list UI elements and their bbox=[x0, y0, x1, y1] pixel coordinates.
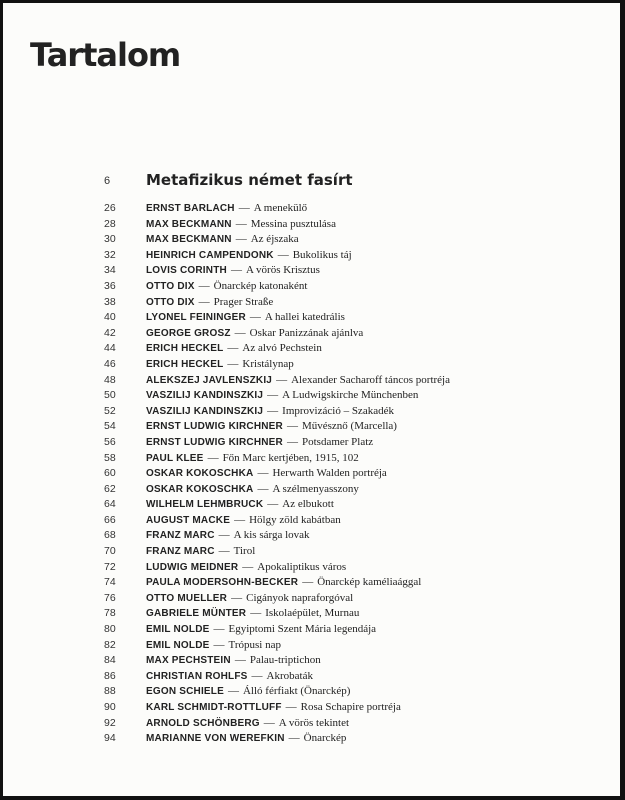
toc-separator: — bbox=[251, 669, 263, 682]
toc-separator: — bbox=[238, 202, 250, 214]
toc-page-number: 74 bbox=[104, 576, 116, 589]
toc-artist: MAX PECHSTEIN bbox=[146, 655, 231, 667]
toc-entry bbox=[104, 558, 450, 574]
toc-artist: EMIL NOLDE bbox=[146, 639, 210, 651]
toc-work-title: A Ludwigskirche Münchenben bbox=[282, 389, 419, 402]
toc-page-number: 32 bbox=[104, 248, 116, 261]
toc-artist: EGON SCHIELE bbox=[146, 686, 224, 698]
toc-work-title: Egyiptomi Szent Mária legendája bbox=[228, 623, 377, 636]
toc-artist: OTTO MUELLER bbox=[146, 592, 228, 604]
toc-artist: EMIL NOLDE bbox=[146, 624, 210, 636]
toc-work-title: Az éjszaka bbox=[250, 233, 299, 246]
toc-work-title: Főn Marc kertjében, 1915, 102 bbox=[222, 451, 359, 464]
toc-page-number: 64 bbox=[104, 498, 116, 511]
toc-work-title: Potsdamer Platz bbox=[301, 435, 374, 448]
toc-work-title: Messina pusztulása bbox=[250, 217, 336, 230]
toc-work-title: Alexander Sacharoff táncos portréja bbox=[291, 373, 450, 386]
toc-separator: — bbox=[288, 732, 300, 745]
toc-artist: LYONEL FEININGER bbox=[146, 312, 246, 324]
toc-page-number: 38 bbox=[104, 295, 116, 308]
toc-artist: FRANZ MARC bbox=[146, 530, 215, 542]
toc-page-number: 84 bbox=[104, 654, 116, 667]
toc-entry bbox=[104, 604, 450, 620]
toc-separator: — bbox=[234, 326, 246, 339]
toc-work-title: Hölgy zöld kabátban bbox=[249, 513, 341, 526]
toc-artist: ERNST LUDWIG KIRCHNER bbox=[146, 421, 283, 433]
toc-entry bbox=[104, 511, 450, 527]
toc-artist: HEINRICH CAMPENDONK bbox=[146, 249, 274, 261]
toc-artist: ERICH HECKEL bbox=[146, 343, 224, 355]
toc-entry bbox=[104, 542, 450, 558]
toc-separator: — bbox=[213, 638, 225, 651]
toc-entry bbox=[104, 667, 450, 683]
toc-work-title: Önarckép katonaként bbox=[213, 279, 308, 292]
toc-artist: WILHELM LEHMBRUCK bbox=[146, 499, 264, 511]
toc-artist: PAUL KLEE bbox=[146, 452, 204, 464]
toc-work-title: Oskar Panizzának ajánlva bbox=[249, 326, 364, 339]
toc-entry bbox=[104, 589, 450, 605]
toc-artist: MAX BECKMANN bbox=[146, 218, 232, 230]
toc-work-title: A vörös Krisztus bbox=[245, 264, 320, 277]
toc-separator: — bbox=[267, 404, 279, 417]
toc-separator: — bbox=[257, 482, 269, 495]
toc-artist: ARNOLD SCHÖNBERG bbox=[146, 717, 260, 729]
toc-page-number: 82 bbox=[104, 638, 116, 651]
toc-separator: — bbox=[235, 217, 247, 230]
toc-page-number: 46 bbox=[104, 357, 116, 370]
toc-page-number: 66 bbox=[104, 513, 116, 526]
toc-work-title: Önarckép bbox=[303, 732, 347, 745]
toc-entry bbox=[104, 698, 450, 714]
toc-page-number: 44 bbox=[104, 342, 116, 355]
toc-separator: — bbox=[218, 545, 230, 558]
toc-entry bbox=[104, 230, 450, 246]
toc-separator: — bbox=[267, 498, 279, 511]
toc-work-title: A vörös tekintet bbox=[278, 716, 350, 729]
toc-entry bbox=[104, 246, 450, 262]
toc-entry bbox=[104, 324, 450, 340]
toc-artist: OSKAR KOKOSCHKA bbox=[146, 483, 254, 495]
toc-work-title: Önarckép kaméliaággal bbox=[317, 576, 422, 589]
toc-work-title: A menekülő bbox=[253, 202, 308, 214]
toc-page-number: 42 bbox=[104, 326, 116, 339]
toc-page-number: 72 bbox=[104, 560, 116, 573]
toc-separator: — bbox=[302, 576, 314, 589]
toc-entry bbox=[104, 386, 450, 402]
toc-entry bbox=[104, 495, 450, 511]
toc-work-title: Művésznő (Marcella) bbox=[301, 420, 397, 433]
toc-entry bbox=[104, 308, 450, 324]
toc-page-number: 62 bbox=[104, 482, 116, 495]
toc-entry bbox=[104, 714, 450, 730]
toc-page-number: 80 bbox=[104, 623, 116, 636]
section-heading: Metafizikus német fasírt bbox=[146, 171, 353, 189]
toc-page-number: 92 bbox=[104, 716, 116, 729]
toc-separator: — bbox=[198, 279, 210, 292]
toc-page-number: 36 bbox=[104, 279, 116, 292]
toc-artist: KARL SCHMIDT-ROTTLUFF bbox=[146, 702, 282, 713]
toc-work-title: Trópusi nap bbox=[228, 638, 281, 651]
toc-separator: — bbox=[227, 342, 239, 355]
toc-separator: — bbox=[277, 248, 289, 261]
toc-artist: LUDWIG MEIDNER bbox=[146, 561, 239, 573]
toc-entry bbox=[104, 526, 450, 542]
toc-artist: LOVIS CORINTH bbox=[146, 265, 227, 277]
toc-artist: ALEKSZEJ JAVLENSZKIJ bbox=[146, 374, 273, 386]
toc-separator: — bbox=[231, 591, 243, 604]
toc-entry bbox=[104, 651, 450, 667]
toc-separator: — bbox=[250, 607, 262, 620]
toc-artist: AUGUST MACKE bbox=[146, 514, 231, 526]
toc-work-title: Rosa Schapire portréja bbox=[300, 701, 401, 713]
toc-page-number: 68 bbox=[104, 529, 116, 542]
toc-separator: — bbox=[213, 623, 225, 636]
section-header bbox=[104, 171, 584, 193]
toc-work-title: Prager Straße bbox=[213, 295, 274, 308]
section-page-number: 6 bbox=[104, 175, 111, 187]
toc-page-number: 40 bbox=[104, 311, 116, 324]
toc-artist: CHRISTIAN ROHLFS bbox=[146, 670, 248, 682]
toc-entry bbox=[104, 682, 450, 698]
toc-separator: — bbox=[218, 529, 230, 542]
toc-artist: GABRIELE MÜNTER bbox=[146, 608, 247, 620]
toc-artist: VASZILIJ KANDINSZKIJ bbox=[146, 390, 264, 402]
toc-artist: OTTO DIX bbox=[146, 296, 195, 308]
toc-entry bbox=[104, 355, 450, 371]
toc-work-title: Akrobaták bbox=[266, 669, 313, 682]
toc-work-title: Iskolaépület, Murnau bbox=[265, 607, 360, 620]
toc-separator: — bbox=[285, 701, 297, 713]
toc-entry bbox=[104, 449, 450, 465]
toc-artist: VASZILIJ KANDINSZKIJ bbox=[146, 405, 264, 417]
toc-entry bbox=[104, 417, 450, 433]
toc-separator: — bbox=[227, 685, 239, 698]
toc-work-title: Improvizáció – Szakadék bbox=[282, 404, 394, 417]
toc-page-number: 78 bbox=[104, 607, 116, 620]
toc-page-number: 54 bbox=[104, 420, 116, 433]
toc-work-title: A hallei katedrális bbox=[264, 311, 345, 324]
toc-artist: GEORGE GROSZ bbox=[146, 327, 231, 339]
toc-artist: MARIANNE VON WEREFKIN bbox=[146, 733, 285, 745]
toc-entry bbox=[104, 573, 450, 589]
toc-separator: — bbox=[198, 295, 210, 308]
toc-entry bbox=[104, 293, 450, 309]
toc-separator: — bbox=[207, 451, 219, 464]
toc-work-title: Herwarth Walden portréja bbox=[272, 467, 387, 480]
toc-separator: — bbox=[267, 389, 279, 402]
toc-separator: — bbox=[276, 373, 288, 386]
toc-separator: — bbox=[263, 716, 275, 729]
toc-page-number: 56 bbox=[104, 435, 116, 448]
toc-work-title: Apokaliptikus város bbox=[257, 560, 347, 573]
toc-separator: — bbox=[249, 311, 261, 324]
toc-page-number: 50 bbox=[104, 389, 116, 402]
table-of-contents bbox=[104, 199, 450, 745]
toc-separator: — bbox=[257, 467, 269, 480]
toc-entry bbox=[104, 339, 450, 355]
toc-artist: ERICH HECKEL bbox=[146, 358, 224, 370]
toc-entry bbox=[104, 480, 450, 496]
toc-page-number: 86 bbox=[104, 669, 116, 682]
toc-entry bbox=[104, 729, 450, 745]
toc-separator: — bbox=[230, 264, 242, 277]
toc-work-title: Bukolikus táj bbox=[292, 248, 352, 261]
page-title: Tartalom bbox=[30, 36, 181, 74]
toc-page-number: 52 bbox=[104, 404, 116, 417]
toc-page-number: 88 bbox=[104, 685, 116, 698]
toc-entry bbox=[104, 636, 450, 652]
toc-work-title: Cigányok napraforgóval bbox=[246, 591, 354, 604]
toc-separator: — bbox=[234, 654, 246, 667]
toc-work-title: Kristálynap bbox=[242, 357, 294, 370]
toc-separator: — bbox=[242, 560, 254, 573]
toc-page-number: 70 bbox=[104, 545, 116, 558]
toc-entry bbox=[104, 402, 450, 418]
toc-artist: FRANZ MARC bbox=[146, 546, 215, 558]
toc-work-title: Álló férfiakt (Önarckép) bbox=[242, 685, 351, 698]
toc-artist: OSKAR KOKOSCHKA bbox=[146, 468, 254, 480]
toc-page-number: 94 bbox=[104, 732, 116, 745]
toc-artist: ERNST BARLACH bbox=[146, 203, 235, 214]
toc-separator: — bbox=[235, 233, 247, 246]
toc-page-number: 34 bbox=[104, 264, 116, 277]
toc-work-title: A kis sárga lovak bbox=[233, 529, 310, 542]
toc-page-number: 30 bbox=[104, 233, 116, 246]
toc-page-number: 26 bbox=[104, 202, 116, 214]
toc-entry bbox=[104, 620, 450, 636]
toc-artist: ERNST LUDWIG KIRCHNER bbox=[146, 436, 283, 448]
toc-page-number: 48 bbox=[104, 373, 116, 386]
toc-work-title: Az elbukott bbox=[282, 498, 334, 511]
toc-page-number: 58 bbox=[104, 451, 116, 464]
toc-page-number: 60 bbox=[104, 467, 116, 480]
toc-separator: — bbox=[286, 420, 298, 433]
toc-entry bbox=[104, 433, 450, 449]
toc-work-title: Palau-triptichon bbox=[249, 654, 321, 667]
toc-page-number: 76 bbox=[104, 591, 116, 604]
toc-separator: — bbox=[234, 513, 246, 526]
toc-separator: — bbox=[227, 357, 239, 370]
toc-artist: OTTO DIX bbox=[146, 280, 195, 292]
book-page bbox=[3, 3, 620, 796]
toc-artist: MAX BECKMANN bbox=[146, 234, 232, 246]
toc-work-title: Tirol bbox=[233, 545, 256, 558]
toc-entry bbox=[104, 277, 450, 293]
toc-entry bbox=[104, 371, 450, 387]
toc-entry bbox=[104, 199, 450, 215]
toc-artist: PAULA MODERSOHN-BECKER bbox=[146, 577, 299, 589]
toc-page-number: 28 bbox=[104, 217, 116, 230]
toc-work-title: A szélmenyasszony bbox=[272, 482, 359, 495]
toc-page-number: 90 bbox=[104, 701, 116, 713]
toc-entry bbox=[104, 464, 450, 480]
toc-work-title: Az alvó Pechstein bbox=[242, 342, 322, 355]
toc-entry bbox=[104, 261, 450, 277]
toc-separator: — bbox=[286, 435, 298, 448]
toc-entry bbox=[104, 215, 450, 231]
